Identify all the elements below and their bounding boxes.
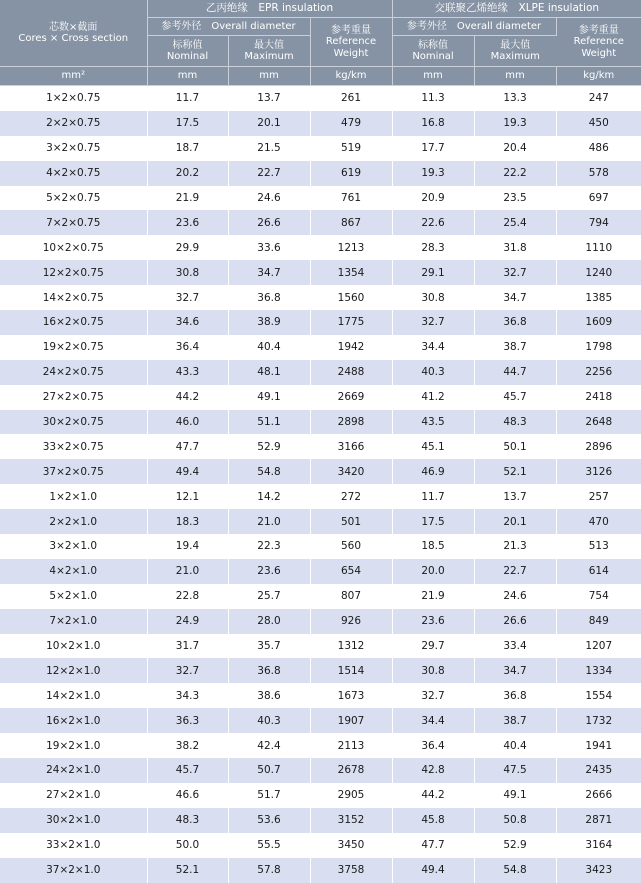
epr-nominal-cell: 36.4	[147, 335, 228, 360]
table-row	[0, 360, 641, 385]
xlpe-maximum-cell: 32.7	[474, 260, 556, 285]
table-row	[0, 260, 641, 285]
epr-maximum-cell: 57.8	[228, 858, 310, 883]
epr-reference-weight-cell: 807	[310, 584, 392, 609]
xlpe-maximum-cell: 31.8	[474, 235, 556, 260]
xlpe-maximum-cell: 13.7	[474, 484, 556, 509]
xlpe-reference-weight-cell: 1240	[556, 260, 641, 285]
xlpe-reference-weight-cell: 578	[556, 161, 641, 186]
xlpe-nominal-cell: 18.5	[392, 534, 474, 559]
epr-nominal-cell: 44.2	[147, 385, 228, 410]
cores-cross-section-cell: 3×2×1.0	[0, 534, 147, 559]
epr-maximum-cell: 26.6	[228, 210, 310, 235]
corner-header	[0, 0, 147, 67]
xlpe-reference-weight-cell: 2666	[556, 783, 641, 808]
cores-cross-section-cell: 14×2×0.75	[0, 285, 147, 310]
epr-reference-weight-cell: 2678	[310, 758, 392, 783]
epr-nominal-cell: 30.8	[147, 260, 228, 285]
epr-nominal-cell: 18.3	[147, 509, 228, 534]
xlpe-nominal-cell: 20.9	[392, 186, 474, 211]
xlpe-nominal-cell: 34.4	[392, 335, 474, 360]
table-row	[0, 111, 641, 136]
table-row	[0, 708, 641, 733]
epr-nominal-cell: 50.0	[147, 833, 228, 858]
xlpe-maximum-cell: 45.7	[474, 385, 556, 410]
unit-cell: kg/km	[310, 67, 392, 86]
epr-overall-diameter-header: 参考外径 Overall diameter	[147, 18, 310, 36]
epr-maximum-cell: 28.0	[228, 609, 310, 634]
table-row	[0, 310, 641, 335]
cores-cross-section-cell: 19×2×0.75	[0, 335, 147, 360]
epr-maximum-cell: 20.1	[228, 111, 310, 136]
xlpe-nominal-cell: 28.3	[392, 235, 474, 260]
epr-nominal-cell: 19.4	[147, 534, 228, 559]
unit-cell: mm²	[0, 67, 147, 86]
epr-reference-weight-header	[310, 18, 392, 67]
xlpe-reference-weight-cell: 2648	[556, 410, 641, 435]
xlpe-nominal-cell: 32.7	[392, 310, 474, 335]
epr-reference-weight-cell: 1312	[310, 634, 392, 659]
table-row	[0, 434, 641, 459]
xlpe-maximum-cell: 20.4	[474, 136, 556, 161]
epr-maximum-cell: 40.4	[228, 335, 310, 360]
epr-reference-weight-cell: 2669	[310, 385, 392, 410]
xlpe-nominal-cell: 43.5	[392, 410, 474, 435]
xlpe-nominal-cell: 16.8	[392, 111, 474, 136]
xlpe-nominal-header	[392, 36, 474, 67]
table-row	[0, 683, 641, 708]
epr-reference-weight-cell: 2905	[310, 783, 392, 808]
epr-maximum-cell: 25.7	[228, 584, 310, 609]
xlpe-maximum-cell: 23.5	[474, 186, 556, 211]
cores-cross-section-cell: 10×2×0.75	[0, 235, 147, 260]
xlpe-maximum-cell: 38.7	[474, 708, 556, 733]
epr-reference-weight-cell: 272	[310, 484, 392, 509]
epr-nominal-cn: 标称值	[172, 39, 203, 51]
cores-cross-section-cell: 33×2×0.75	[0, 434, 147, 459]
unit-cell: mm	[474, 67, 556, 86]
table-row	[0, 136, 641, 161]
epr-maximum-cell: 48.1	[228, 360, 310, 385]
table-row	[0, 733, 641, 758]
table-row	[0, 634, 641, 659]
xlpe-ref-weight-en: Reference Weight	[573, 36, 624, 59]
epr-nominal-cell: 34.3	[147, 683, 228, 708]
cores-cross-section-cell: 14×2×1.0	[0, 683, 147, 708]
xlpe-nominal-cell: 36.4	[392, 733, 474, 758]
epr-reference-weight-cell: 3420	[310, 459, 392, 484]
epr-reference-weight-cell: 479	[310, 111, 392, 136]
xlpe-nominal-cell: 20.0	[392, 559, 474, 584]
xlpe-nominal-cell: 30.8	[392, 658, 474, 683]
epr-reference-weight-cell: 1907	[310, 708, 392, 733]
epr-nominal-cell: 48.3	[147, 808, 228, 833]
epr-maximum-cell: 54.8	[228, 459, 310, 484]
cores-cross-section-cell: 30×2×1.0	[0, 808, 147, 833]
epr-maximum-cn: 最大值	[254, 39, 284, 51]
xlpe-nominal-cell: 44.2	[392, 783, 474, 808]
epr-nominal-cell: 43.3	[147, 360, 228, 385]
epr-nominal-cell: 18.7	[147, 136, 228, 161]
table-row	[0, 86, 641, 111]
xlpe-maximum-cell: 38.7	[474, 335, 556, 360]
cores-cross-section-cell: 16×2×0.75	[0, 310, 147, 335]
epr-maximum-cell: 33.6	[228, 235, 310, 260]
epr-nominal-cell: 21.0	[147, 559, 228, 584]
table-row	[0, 858, 641, 883]
epr-reference-weight-cell: 654	[310, 559, 392, 584]
xlpe-insulation-header: 交联聚乙烯绝缘 XLPE insulation	[392, 0, 641, 18]
xlpe-reference-weight-cell: 2871	[556, 808, 641, 833]
cores-cross-section-cell: 33×2×1.0	[0, 833, 147, 858]
epr-nominal-cell: 11.7	[147, 86, 228, 111]
xlpe-nominal-cn: 标称值	[418, 39, 449, 51]
xlpe-maximum-cell: 47.5	[474, 758, 556, 783]
cores-cross-section-cell: 1×2×0.75	[0, 86, 147, 111]
xlpe-maximum-cell: 26.6	[474, 609, 556, 634]
epr-reference-weight-cell: 2488	[310, 360, 392, 385]
table-row	[0, 235, 641, 260]
epr-ref-weight-cn: 参考重量	[331, 24, 371, 36]
table-row	[0, 758, 641, 783]
xlpe-reference-weight-cell: 247	[556, 86, 641, 111]
epr-maximum-cell: 22.7	[228, 161, 310, 186]
epr-maximum-cell: 22.3	[228, 534, 310, 559]
xlpe-nominal-cell: 41.2	[392, 385, 474, 410]
corner-header-en: Cores × Cross section	[18, 33, 129, 44]
xlpe-reference-weight-cell: 1554	[556, 683, 641, 708]
cores-cross-section-cell: 1×2×1.0	[0, 484, 147, 509]
cores-cross-section-cell: 27×2×0.75	[0, 385, 147, 410]
table-row	[0, 783, 641, 808]
cores-cross-section-cell: 27×2×1.0	[0, 783, 147, 808]
epr-nominal-cell: 36.3	[147, 708, 228, 733]
xlpe-reference-weight-cell: 697	[556, 186, 641, 211]
xlpe-nominal-cell: 17.7	[392, 136, 474, 161]
xlpe-nominal-cell: 47.7	[392, 833, 474, 858]
xlpe-nominal-cell: 45.1	[392, 434, 474, 459]
epr-maximum-cell: 14.2	[228, 484, 310, 509]
epr-reference-weight-cell: 501	[310, 509, 392, 534]
epr-maximum-cell: 38.6	[228, 683, 310, 708]
xlpe-maximum-cell: 48.3	[474, 410, 556, 435]
cores-cross-section-cell: 5×2×1.0	[0, 584, 147, 609]
xlpe-reference-weight-cell: 486	[556, 136, 641, 161]
xlpe-nominal-cell: 34.4	[392, 708, 474, 733]
epr-nominal-cell: 17.5	[147, 111, 228, 136]
epr-reference-weight-cell: 3152	[310, 808, 392, 833]
xlpe-reference-weight-cell: 2435	[556, 758, 641, 783]
xlpe-overall-diameter-header: 参考外径 Overall diameter	[392, 18, 556, 36]
epr-reference-weight-cell: 519	[310, 136, 392, 161]
cores-cross-section-cell: 37×2×0.75	[0, 459, 147, 484]
xlpe-maximum-header	[474, 36, 556, 67]
xlpe-ref-weight-cn: 参考重量	[578, 24, 619, 36]
xlpe-maximum-cell: 20.1	[474, 509, 556, 534]
epr-nominal-cell: 47.7	[147, 434, 228, 459]
epr-reference-weight-cell: 3166	[310, 434, 392, 459]
xlpe-maximum-cell: 40.4	[474, 733, 556, 758]
xlpe-reference-weight-cell: 3126	[556, 459, 641, 484]
epr-maximum-cell: 49.1	[228, 385, 310, 410]
cores-cross-section-cell: 19×2×1.0	[0, 733, 147, 758]
epr-maximum-cell: 50.7	[228, 758, 310, 783]
cores-cross-section-cell: 37×2×1.0	[0, 858, 147, 883]
cores-cross-section-cell: 5×2×0.75	[0, 186, 147, 211]
xlpe-maximum-cell: 34.7	[474, 285, 556, 310]
xlpe-reference-weight-cell: 3164	[556, 833, 641, 858]
xlpe-reference-weight-cell: 849	[556, 609, 641, 634]
epr-nominal-cell: 38.2	[147, 733, 228, 758]
cores-cross-section-cell: 30×2×0.75	[0, 410, 147, 435]
xlpe-maximum-cell: 21.3	[474, 534, 556, 559]
table-row	[0, 584, 641, 609]
epr-reference-weight-cell: 2898	[310, 410, 392, 435]
table-row	[0, 484, 641, 509]
table-row	[0, 335, 641, 360]
xlpe-reference-weight-cell: 2256	[556, 360, 641, 385]
epr-reference-weight-cell: 3450	[310, 833, 392, 858]
xlpe-maximum-cell: 49.1	[474, 783, 556, 808]
epr-nominal-cell: 46.0	[147, 410, 228, 435]
table-row	[0, 509, 641, 534]
epr-reference-weight-cell: 619	[310, 161, 392, 186]
epr-maximum-cell: 34.7	[228, 260, 310, 285]
xlpe-nominal-en: Nominal	[412, 51, 454, 62]
epr-maximum-cell: 21.0	[228, 509, 310, 534]
cores-cross-section-cell: 10×2×1.0	[0, 634, 147, 659]
epr-maximum-cell: 35.7	[228, 634, 310, 659]
xlpe-maximum-en: Maximum	[490, 51, 540, 62]
table-row	[0, 285, 641, 310]
table-row	[0, 186, 641, 211]
cores-cross-section-cell: 3×2×0.75	[0, 136, 147, 161]
epr-nominal-cell: 20.2	[147, 161, 228, 186]
xlpe-nominal-cell: 29.7	[392, 634, 474, 659]
epr-maximum-cell: 51.1	[228, 410, 310, 435]
xlpe-maximum-cell: 52.9	[474, 833, 556, 858]
xlpe-nominal-cell: 21.9	[392, 584, 474, 609]
xlpe-maximum-cell: 19.3	[474, 111, 556, 136]
epr-maximum-cell: 52.9	[228, 434, 310, 459]
table-row	[0, 161, 641, 186]
epr-ref-weight-en: Reference Weight	[325, 36, 377, 59]
xlpe-maximum-cell: 44.7	[474, 360, 556, 385]
xlpe-reference-weight-cell: 794	[556, 210, 641, 235]
xlpe-maximum-cell: 36.8	[474, 310, 556, 335]
xlpe-maximum-cell: 33.4	[474, 634, 556, 659]
epr-nominal-cell: 45.7	[147, 758, 228, 783]
epr-maximum-cell: 36.8	[228, 285, 310, 310]
xlpe-nominal-cell: 46.9	[392, 459, 474, 484]
xlpe-maximum-cell: 24.6	[474, 584, 556, 609]
table-row	[0, 833, 641, 858]
xlpe-maximum-cell: 22.7	[474, 559, 556, 584]
epr-nominal-cell: 29.9	[147, 235, 228, 260]
epr-nominal-cell: 49.4	[147, 459, 228, 484]
epr-reference-weight-cell: 1942	[310, 335, 392, 360]
cores-cross-section-cell: 24×2×1.0	[0, 758, 147, 783]
corner-header-cn: 芯数×截面	[49, 21, 98, 33]
epr-nominal-en: Nominal	[166, 51, 209, 62]
epr-reference-weight-cell: 3758	[310, 858, 392, 883]
epr-maximum-cell: 13.7	[228, 86, 310, 111]
xlpe-nominal-cell: 32.7	[392, 683, 474, 708]
cores-cross-section-cell: 2×2×0.75	[0, 111, 147, 136]
epr-maximum-cell: 55.5	[228, 833, 310, 858]
epr-nominal-cell: 34.6	[147, 310, 228, 335]
xlpe-maximum-cell: 36.8	[474, 683, 556, 708]
epr-maximum-cell: 21.5	[228, 136, 310, 161]
xlpe-maximum-cn: 最大值	[500, 39, 531, 51]
epr-reference-weight-cell: 867	[310, 210, 392, 235]
epr-reference-weight-cell: 761	[310, 186, 392, 211]
epr-maximum-cell: 40.3	[228, 708, 310, 733]
xlpe-nominal-cell: 45.8	[392, 808, 474, 833]
xlpe-reference-weight-cell: 754	[556, 584, 641, 609]
table-row	[0, 410, 641, 435]
epr-nominal-cell: 52.1	[147, 858, 228, 883]
table-row	[0, 658, 641, 683]
xlpe-maximum-cell: 22.2	[474, 161, 556, 186]
cores-cross-section-cell: 2×2×1.0	[0, 509, 147, 534]
unit-cell: mm	[147, 67, 228, 86]
epr-maximum-cell: 36.8	[228, 658, 310, 683]
table-row	[0, 210, 641, 235]
epr-reference-weight-cell: 1213	[310, 235, 392, 260]
epr-maximum-header	[228, 36, 310, 67]
table-row	[0, 385, 641, 410]
xlpe-reference-weight-cell: 1334	[556, 658, 641, 683]
epr-reference-weight-cell: 1514	[310, 658, 392, 683]
epr-reference-weight-cell: 1560	[310, 285, 392, 310]
epr-reference-weight-cell: 2113	[310, 733, 392, 758]
xlpe-reference-weight-cell: 513	[556, 534, 641, 559]
table-row	[0, 559, 641, 584]
table-row	[0, 609, 641, 634]
epr-maximum-cell: 23.6	[228, 559, 310, 584]
epr-maximum-cell: 38.9	[228, 310, 310, 335]
epr-reference-weight-cell: 560	[310, 534, 392, 559]
xlpe-maximum-cell: 52.1	[474, 459, 556, 484]
xlpe-reference-weight-cell: 2418	[556, 385, 641, 410]
xlpe-reference-weight-cell: 1798	[556, 335, 641, 360]
xlpe-reference-weight-cell: 1732	[556, 708, 641, 733]
table-row	[0, 459, 641, 484]
epr-nominal-cell: 32.7	[147, 658, 228, 683]
epr-reference-weight-cell: 261	[310, 86, 392, 111]
epr-maximum-en: Maximum	[244, 51, 294, 62]
epr-insulation-header: 乙丙绝缘 EPR insulation	[147, 0, 392, 18]
units-row	[0, 67, 641, 86]
epr-reference-weight-cell: 1673	[310, 683, 392, 708]
xlpe-nominal-cell: 22.6	[392, 210, 474, 235]
epr-reference-weight-cell: 1775	[310, 310, 392, 335]
xlpe-nominal-cell: 23.6	[392, 609, 474, 634]
cores-cross-section-cell: 7×2×0.75	[0, 210, 147, 235]
cores-cross-section-cell: 16×2×1.0	[0, 708, 147, 733]
cores-cross-section-cell: 24×2×0.75	[0, 360, 147, 385]
epr-maximum-cell: 51.7	[228, 783, 310, 808]
xlpe-reference-weight-cell: 257	[556, 484, 641, 509]
xlpe-maximum-cell: 25.4	[474, 210, 556, 235]
xlpe-nominal-cell: 40.3	[392, 360, 474, 385]
xlpe-reference-weight-cell: 1385	[556, 285, 641, 310]
table-row	[0, 534, 641, 559]
xlpe-reference-weight-cell: 1941	[556, 733, 641, 758]
xlpe-reference-weight-cell: 2896	[556, 434, 641, 459]
xlpe-nominal-cell: 42.8	[392, 758, 474, 783]
epr-reference-weight-cell: 1354	[310, 260, 392, 285]
cores-cross-section-cell: 7×2×1.0	[0, 609, 147, 634]
epr-nominal-cell: 46.6	[147, 783, 228, 808]
xlpe-maximum-cell: 50.8	[474, 808, 556, 833]
table-body	[0, 86, 641, 883]
xlpe-maximum-cell: 50.1	[474, 434, 556, 459]
epr-nominal-cell: 12.1	[147, 484, 228, 509]
xlpe-reference-weight-cell: 470	[556, 509, 641, 534]
xlpe-nominal-cell: 49.4	[392, 858, 474, 883]
xlpe-nominal-cell: 17.5	[392, 509, 474, 534]
cores-cross-section-cell: 12×2×1.0	[0, 658, 147, 683]
epr-nominal-cell: 23.6	[147, 210, 228, 235]
xlpe-reference-weight-cell: 614	[556, 559, 641, 584]
xlpe-maximum-cell: 54.8	[474, 858, 556, 883]
epr-nominal-header	[147, 36, 228, 67]
epr-maximum-cell: 24.6	[228, 186, 310, 211]
cores-cross-section-cell: 4×2×0.75	[0, 161, 147, 186]
xlpe-maximum-cell: 34.7	[474, 658, 556, 683]
xlpe-reference-weight-header	[556, 18, 641, 67]
cores-cross-section-cell: 4×2×1.0	[0, 559, 147, 584]
xlpe-nominal-cell: 11.3	[392, 86, 474, 111]
xlpe-nominal-cell: 11.7	[392, 484, 474, 509]
xlpe-reference-weight-cell: 450	[556, 111, 641, 136]
epr-nominal-cell: 22.8	[147, 584, 228, 609]
table-row	[0, 808, 641, 833]
xlpe-reference-weight-cell: 1110	[556, 235, 641, 260]
cores-cross-section-cell: 12×2×0.75	[0, 260, 147, 285]
xlpe-nominal-cell: 29.1	[392, 260, 474, 285]
unit-cell: kg/km	[556, 67, 641, 86]
xlpe-reference-weight-cell: 1207	[556, 634, 641, 659]
epr-nominal-cell: 32.7	[147, 285, 228, 310]
xlpe-nominal-cell: 30.8	[392, 285, 474, 310]
epr-nominal-cell: 31.7	[147, 634, 228, 659]
xlpe-reference-weight-cell: 3423	[556, 858, 641, 883]
epr-maximum-cell: 42.4	[228, 733, 310, 758]
epr-reference-weight-cell: 926	[310, 609, 392, 634]
epr-nominal-cell: 24.9	[147, 609, 228, 634]
unit-cell: mm	[392, 67, 474, 86]
xlpe-nominal-cell: 19.3	[392, 161, 474, 186]
xlpe-maximum-cell: 13.3	[474, 86, 556, 111]
unit-cell: mm	[228, 67, 310, 86]
xlpe-reference-weight-cell: 1609	[556, 310, 641, 335]
epr-maximum-cell: 53.6	[228, 808, 310, 833]
epr-nominal-cell: 21.9	[147, 186, 228, 211]
